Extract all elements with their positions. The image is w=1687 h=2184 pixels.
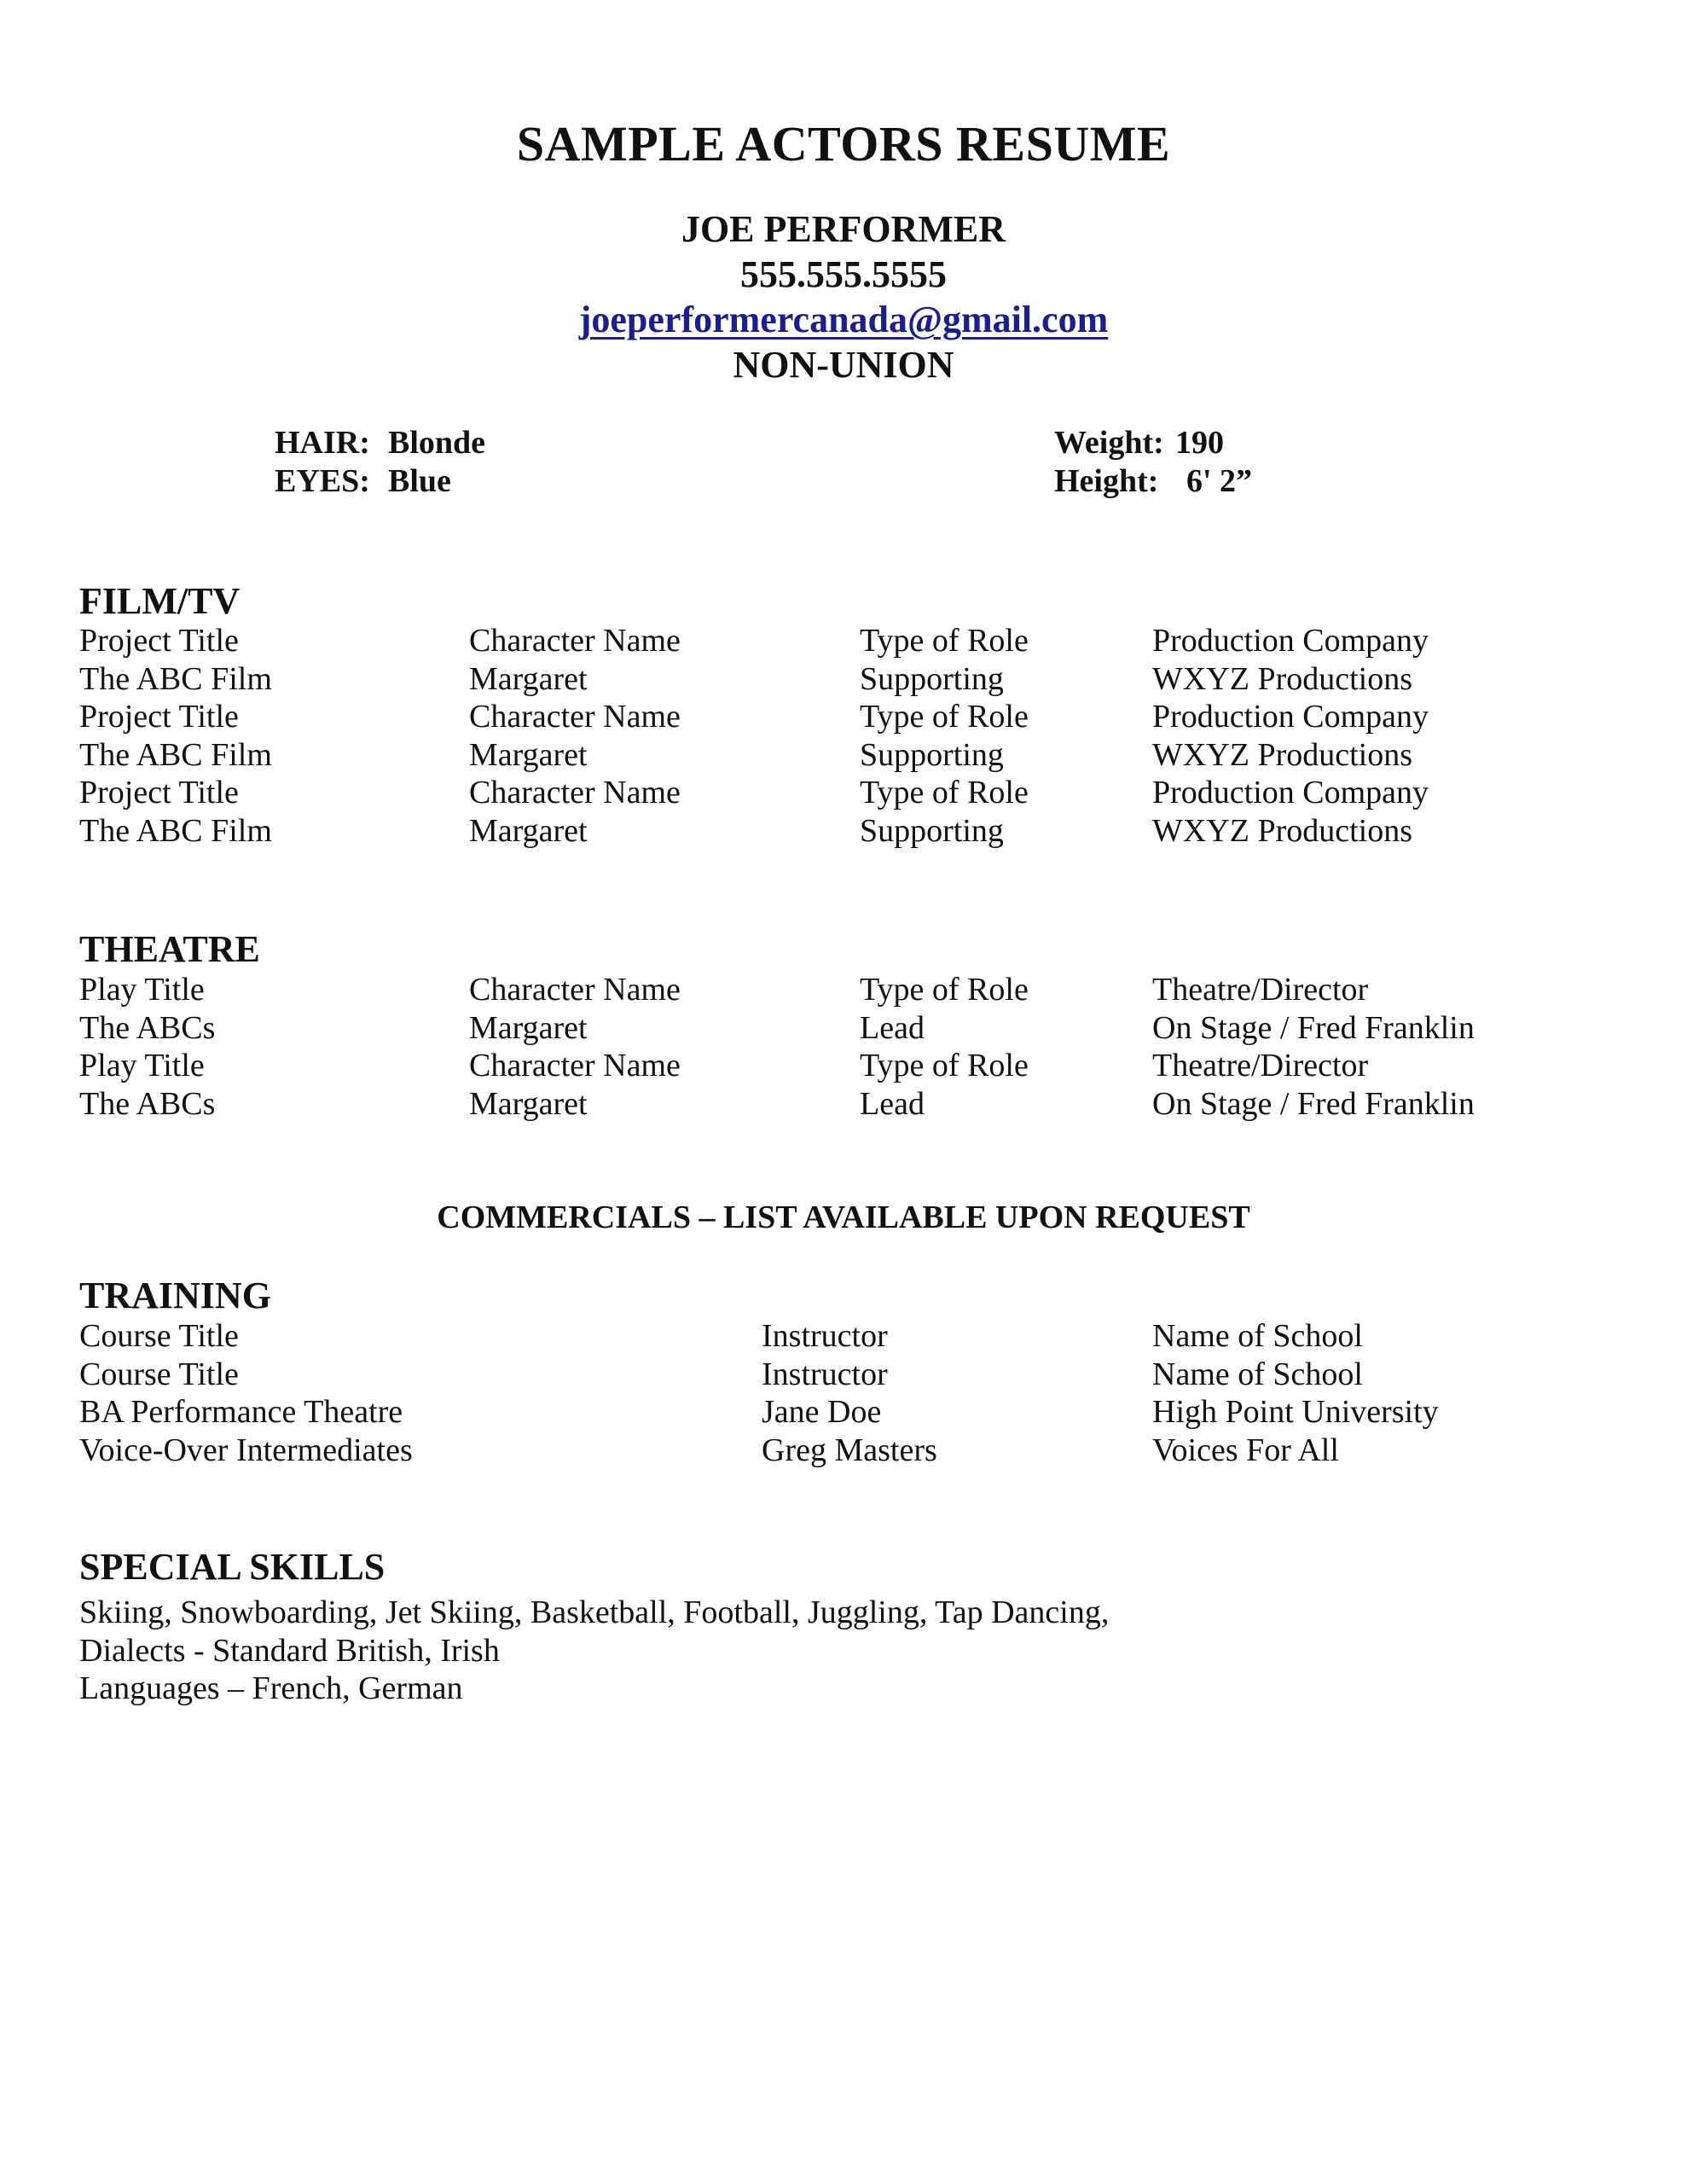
project-title: The ABC Film <box>79 660 272 697</box>
character-name: Margaret <box>469 1009 588 1046</box>
character-name: Margaret <box>469 736 588 773</box>
phone-number: 555.555.5555 <box>740 253 947 295</box>
character-name: Character Name <box>469 775 681 810</box>
theatre-heading: THEATRE <box>79 928 260 970</box>
theatre-director: On Stage / Fred Franklin <box>1152 1009 1475 1046</box>
hair-label: HAIR: <box>275 425 370 461</box>
special-skills-list <box>79 1594 1109 1708</box>
project-title: Project Title <box>79 775 239 810</box>
course-title: Voice-Over Intermediates <box>79 1432 413 1468</box>
hair-value: Blonde <box>388 425 486 461</box>
actor-name: JOE PERFORMER <box>681 208 1006 250</box>
role-type: Type of Role <box>860 1048 1029 1083</box>
skills-line: Skiing, Snowboarding, Jet Skiing, Basketball, Football, Juggling, Tap Dancing, <box>79 1594 1110 1630</box>
role-type: Lead <box>860 1085 925 1122</box>
school-name: Name of School <box>1152 1318 1363 1354</box>
contact-block <box>0 206 1687 387</box>
hair-row <box>275 424 485 462</box>
play-title: The ABCs <box>79 1085 216 1122</box>
course-title: Course Title <box>79 1318 239 1354</box>
theatre-director: Theatre/Director <box>1152 1048 1369 1083</box>
project-title: The ABC Film <box>79 812 272 849</box>
role-type: Lead <box>860 1009 925 1046</box>
film-tv-heading: FILM/TV <box>79 580 241 622</box>
school-name: Voices For All <box>1152 1432 1339 1468</box>
role-type: Type of Role <box>860 699 1029 735</box>
height-value: 6' 2” <box>1186 463 1253 499</box>
production-company: WXYZ Productions <box>1152 736 1413 773</box>
dialects-line: Dialects - Standard British, Irish <box>79 1632 500 1669</box>
height-row <box>1054 462 1252 501</box>
eyes-row <box>275 462 485 501</box>
theatre-director: Theatre/Director <box>1152 972 1369 1008</box>
languages-line: Languages – French, German <box>79 1670 463 1706</box>
commercials-note: COMMERCIALS – LIST AVAILABLE UPON REQUEST <box>437 1199 1250 1235</box>
school-name: Name of School <box>1152 1356 1363 1392</box>
character-name: Character Name <box>469 1048 681 1083</box>
union-status: NON-UNION <box>733 344 954 386</box>
character-name: Margaret <box>469 812 588 849</box>
production-company: WXYZ Productions <box>1152 812 1413 849</box>
special-skills-heading: SPECIAL SKILLS <box>79 1546 386 1588</box>
eyes-label: EYES: <box>275 463 370 499</box>
role-type: Type of Role <box>860 623 1029 659</box>
production-company: Production Company <box>1152 623 1429 659</box>
weight-row <box>1054 424 1252 462</box>
production-company: WXYZ Productions <box>1152 660 1413 697</box>
email-link[interactable]: joeperformercanada@gmail.com <box>578 299 1109 340</box>
course-title: Course Title <box>79 1356 239 1392</box>
eyes-value: Blue <box>388 463 451 499</box>
project-title: The ABC Film <box>79 736 272 773</box>
weight-value: 190 <box>1175 425 1224 461</box>
project-title: Project Title <box>79 699 239 735</box>
training-heading: TRAINING <box>79 1275 271 1316</box>
instructor: Jane Doe <box>762 1394 882 1430</box>
instructor: Instructor <box>762 1356 888 1392</box>
physical-stats-right <box>1054 424 1252 501</box>
production-company: Production Company <box>1152 775 1429 810</box>
instructor: Instructor <box>762 1318 888 1354</box>
play-title: The ABCs <box>79 1009 216 1046</box>
character-name: Character Name <box>469 972 681 1008</box>
project-title: Project Title <box>79 623 239 659</box>
role-type: Type of Role <box>860 972 1029 1008</box>
character-name: Character Name <box>469 623 681 659</box>
character-name: Margaret <box>469 660 588 697</box>
play-title: Play Title <box>79 972 205 1008</box>
weight-label: Weight: <box>1054 425 1164 461</box>
play-title: Play Title <box>79 1048 205 1083</box>
instructor: Greg Masters <box>762 1432 937 1468</box>
resume-title: SAMPLE ACTORS RESUME <box>516 116 1171 171</box>
character-name: Margaret <box>469 1085 588 1122</box>
role-type: Type of Role <box>860 775 1029 810</box>
production-company: Production Company <box>1152 699 1429 735</box>
physical-stats-left <box>275 424 485 501</box>
height-label: Height: <box>1054 463 1159 499</box>
course-title: BA Performance Theatre <box>79 1394 403 1430</box>
role-type: Supporting <box>860 812 1004 849</box>
theatre-director: On Stage / Fred Franklin <box>1152 1085 1475 1122</box>
role-type: Supporting <box>860 660 1004 697</box>
character-name: Character Name <box>469 699 681 735</box>
role-type: Supporting <box>860 736 1004 773</box>
school-name: High Point University <box>1152 1394 1439 1430</box>
